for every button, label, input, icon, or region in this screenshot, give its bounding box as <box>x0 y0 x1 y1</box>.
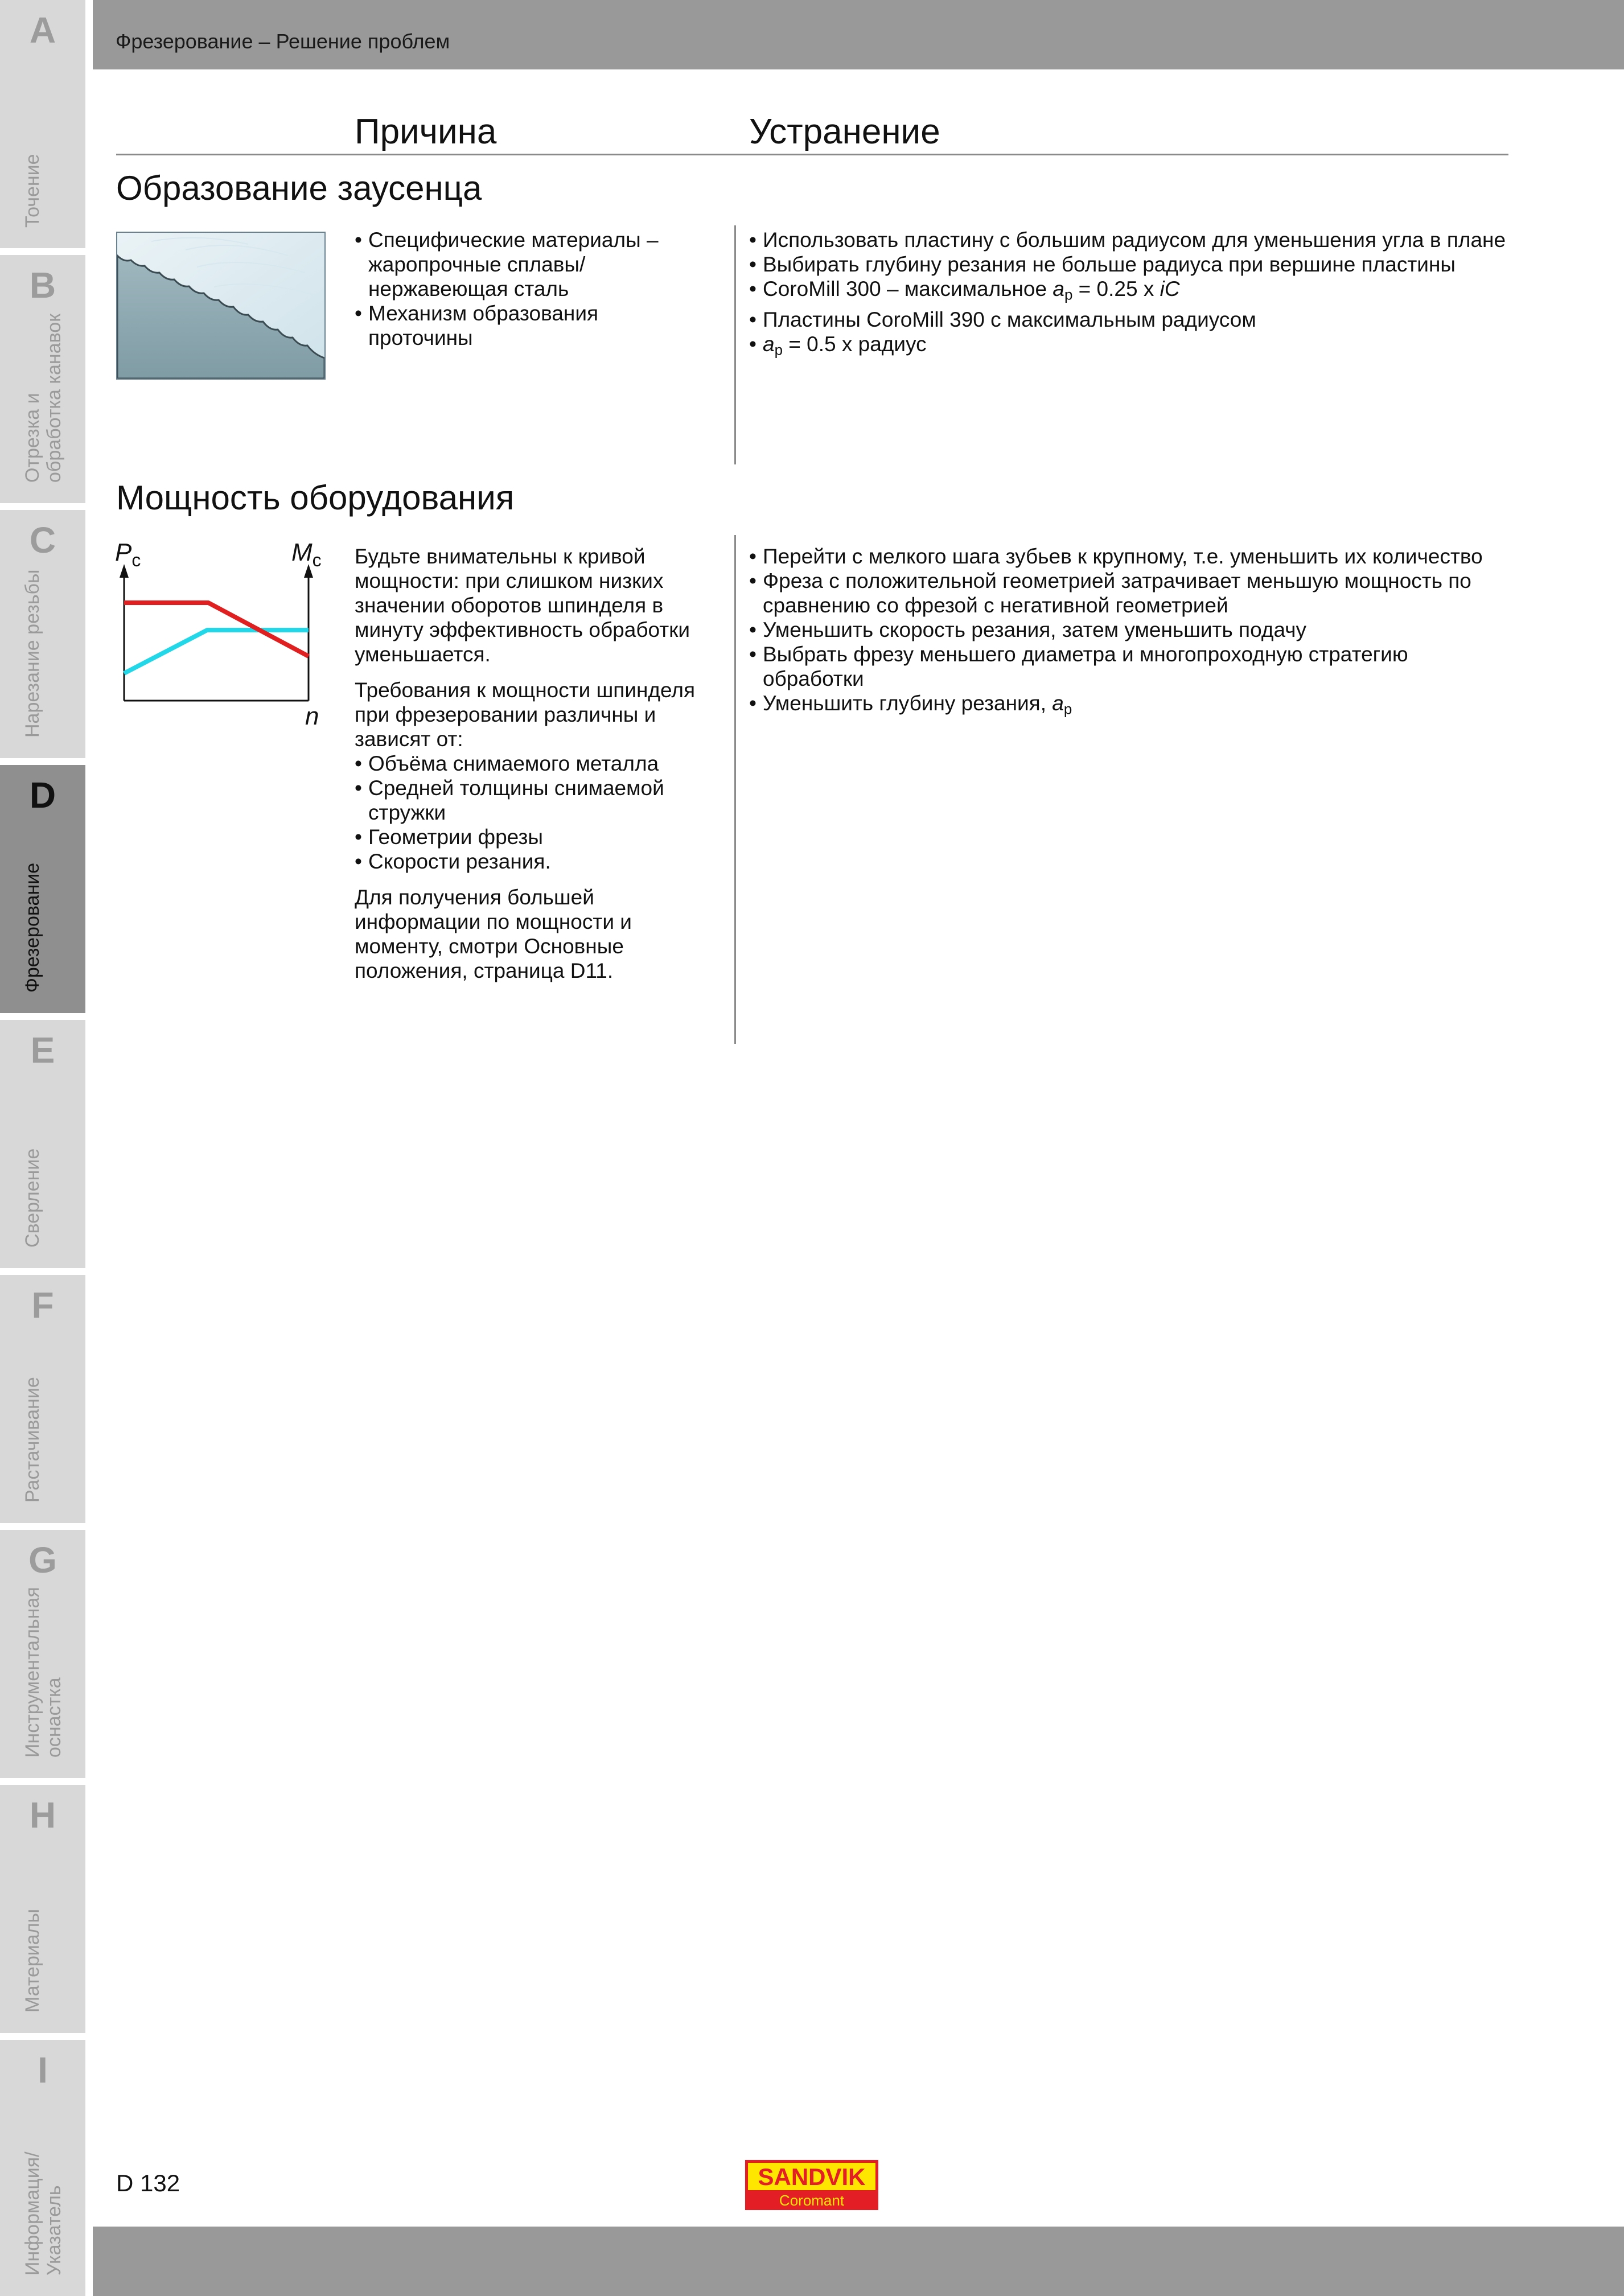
section-tab-rail <box>0 0 85 2296</box>
axis-label-mc <box>291 544 322 570</box>
axis-label-mc-sub: c <box>312 550 322 570</box>
tab-label: Информация/ Указатель <box>22 2151 65 2276</box>
tab-i[interactable] <box>0 2040 85 2296</box>
list-item: • Пластины CoroMill 390 с максимальным радиусом <box>749 307 1512 332</box>
list-item: • Перейти с мелкого шага зубьев к крупному, т.е. уменьшить их количество <box>749 544 1512 569</box>
tab-letter: F <box>31 1285 54 1326</box>
logo-text-top: SANDVIK <box>758 2163 866 2190</box>
list-item: • Использовать пластину с большим радиусом для уменьшения угла в плане <box>749 228 1512 252</box>
column-separator <box>734 535 736 1044</box>
header-bar <box>93 0 1624 69</box>
axis-label-pc-main: P <box>115 544 132 566</box>
list-item: • Уменьшить скорость резания, затем уменьшить подачу <box>749 618 1512 642</box>
symbol-ic: iC <box>1160 277 1180 301</box>
subscript-p: p <box>1064 287 1073 303</box>
tab-label: Инструментальная оснастка <box>22 1587 65 1758</box>
header-divider <box>116 154 1508 155</box>
symbol-a: a <box>1052 692 1064 715</box>
tab-a[interactable] <box>0 0 85 248</box>
column-header-remedy: Устранение <box>749 112 940 151</box>
list-item: • Геометрии фрезы <box>355 825 719 849</box>
section-title-burr: Образование заусенца <box>116 169 482 207</box>
list-item: • Объёма снимаемого металла <box>355 751 719 776</box>
axis-label-pc-sub: c <box>131 550 141 570</box>
tab-label: Сверление <box>22 1148 43 1248</box>
tab-letter: C <box>29 520 56 561</box>
symbol-a: a <box>1052 277 1064 301</box>
tab-g[interactable] <box>0 1530 85 1778</box>
tab-f[interactable] <box>0 1275 85 1523</box>
tab-b[interactable] <box>0 255 85 503</box>
text-run: = 0.5 x радиус <box>782 332 927 356</box>
tab-label: Нарезание резьбы <box>22 569 43 738</box>
subscript-p: p <box>774 342 783 359</box>
tab-letter: G <box>28 1540 57 1581</box>
cause-paragraph: Требования к мощности шпинделя при фрезеровании различны и зависят от: <box>355 678 695 751</box>
tab-h[interactable] <box>0 1785 85 2033</box>
page-title: Фрезерование – Решение проблем <box>116 30 450 53</box>
tab-label: Отрезка и обработка канавок <box>22 313 65 483</box>
sandvik-coromant-logo <box>745 2160 878 2210</box>
list-item: • Скорости резания. <box>355 849 719 874</box>
logo-text-bottom: Coromant <box>779 2192 845 2209</box>
list-item <box>749 277 1512 307</box>
column-separator <box>734 225 736 464</box>
list-item <box>749 691 1512 722</box>
list-item: • Специфические материалы – жаропрочные сплавы/ нержавеющая сталь <box>355 228 708 301</box>
tab-label: Растачивание <box>22 1377 43 1503</box>
tab-letter: E <box>30 1030 55 1071</box>
tab-label: Материалы <box>22 1908 43 2013</box>
axis-label-pc <box>115 544 141 570</box>
torque-curve <box>124 630 309 673</box>
symbol-a: a <box>763 332 775 356</box>
burr-causes <box>355 228 708 350</box>
subscript-p: p <box>1063 701 1072 718</box>
tab-letter: D <box>29 775 56 816</box>
section-title-power: Мощность оборудования <box>116 479 515 517</box>
tab-e[interactable] <box>0 1020 85 1268</box>
tab-label: Точение <box>22 154 43 228</box>
burr-formation-image <box>116 232 326 380</box>
power-remedies <box>749 544 1512 722</box>
list-item: • Выбрать фрезу меньшего диаметра и многопроходную стратегию обработки <box>749 642 1512 691</box>
list-item: • Средней толщины снимаемой стружки <box>355 776 719 825</box>
text-run: = 0.25 x <box>1072 277 1160 301</box>
tab-letter: B <box>29 265 56 306</box>
list-item <box>749 332 1512 363</box>
list-item: • Фреза с положительной геометрией затрачивает меньшую мощность по сравнению со фрезой с негативной геометрией <box>749 569 1512 618</box>
tab-c[interactable] <box>0 510 85 758</box>
list-item: • Выбирать глубину резания не больше радиуса при вершине пластины <box>749 252 1512 277</box>
power-causes <box>355 544 719 994</box>
burr-remedies <box>749 228 1512 363</box>
tab-letter: H <box>29 1795 56 1836</box>
text-run: Уменьшить глубину резания, <box>763 692 1052 715</box>
axis-label-n: n <box>305 702 319 726</box>
page-number: D 132 <box>116 2170 180 2196</box>
power-torque-diagram <box>112 544 334 726</box>
list-item: • Механизм образования проточины <box>355 301 708 350</box>
footer-bar <box>93 2227 1624 2296</box>
tab-letter: A <box>29 10 56 51</box>
cause-paragraph: Для получения большей информации по мощности и моменту, смотри Основные положения, страница D11. <box>355 886 632 982</box>
text-run: CoroMill 300 – максимальное <box>763 277 1053 301</box>
axis-label-mc-main: M <box>291 544 313 566</box>
tab-label: Фрезерование <box>22 862 43 993</box>
cause-paragraph: Будьте внимательны к кривой мощности: при слишком низких значении оборотов шпинделя в минуту эффективность обработки уменьшается. <box>355 545 690 666</box>
tab-d[interactable] <box>0 765 85 1013</box>
column-header-cause: Причина <box>355 112 497 151</box>
tab-letter: I <box>38 2050 48 2091</box>
